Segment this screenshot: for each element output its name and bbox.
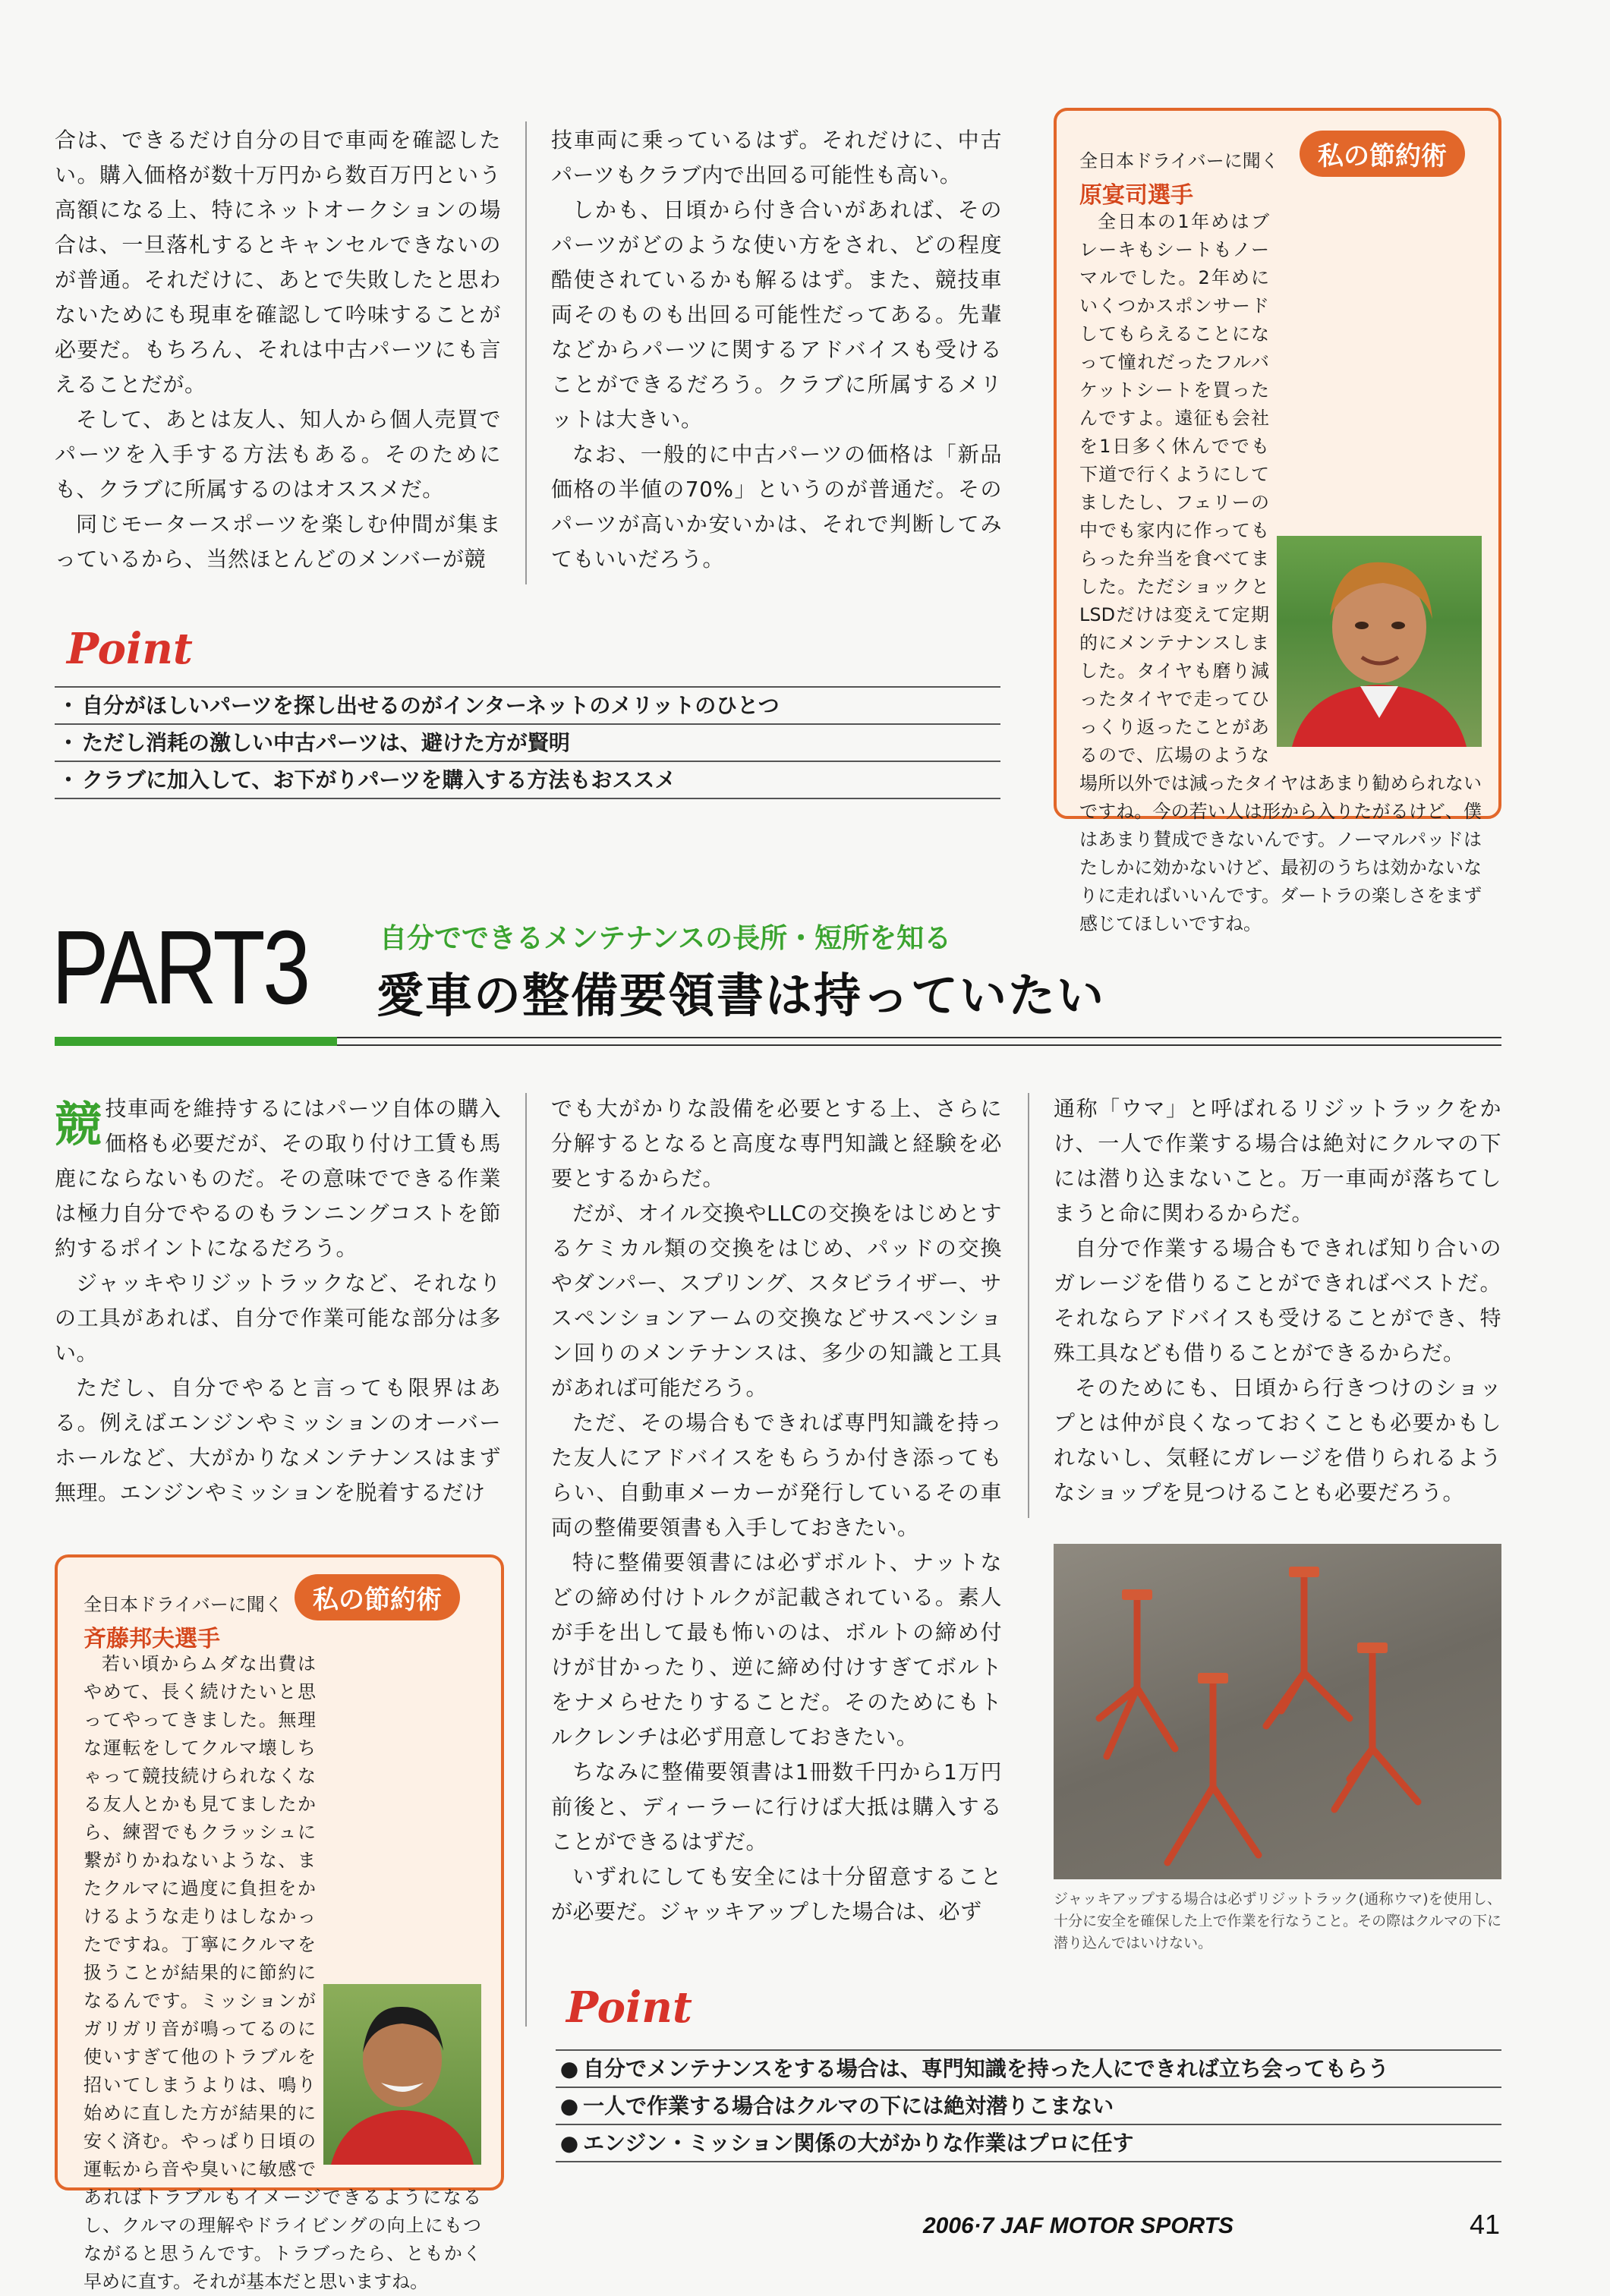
paragraph: 若い頃からムダな出費はやめて、長く続けたいと思ってやってきました。無理な運転をしてクルマ壊しちゃって競技続けられなくなる友人とかも見てましたから、練習でもクラッシュに繋がりかねないような、またクルマに過度に負担をかけるような走りはしなかったですね。丁寧にクルマを扱うことが結果的に節約になるんです。ミッションがガリガリ音が鳴ってるのに使いすぎて他のトラブルを招いてしまうよりは、鳴り始めに直した方が結果的に安く済む。やっぱり日頃の運転から音や臭いに敏感であればトラブルもイメージできるようになるし、クルマの理解やドライビングの向上にもつながると思うんです。トラブったら、ともかく早めに直す。それが基本だと思いますね。: [83, 1653, 481, 2292]
paragraph: 自分で作業する場合もできれば知り合いのガレージを借りることができればベストだ。それならアドバイスも受けることができ、特殊工具なども借りることができるからだ。: [1054, 1236, 1501, 1365]
photo-caption: ジャッキアップする場合は必ずリジットラック(通称ウマ)を使用し、十分に安全を確保した上で作業を行なうこと。その際はクルマの下に潜り込んではいけない。: [1054, 1891, 1501, 1951]
sidebar-saito: [55, 1554, 504, 2292]
paragraph: でも大がかりな設備を必要とする上、さらに分解するとなると高度な専門知識と経験を必要とするからだ。: [551, 1096, 1002, 1191]
point-list: [55, 686, 1000, 799]
paragraph: いずれにしても安全には十分留意することが必要だ。ジャッキアップした場合は、必ず: [551, 1864, 1002, 1924]
point-logo: Point: [566, 1983, 692, 2033]
point-item: [556, 2051, 1501, 2088]
point-text: エンジン・ミッション関係の大がかりな作業はプロに任す: [583, 2131, 1134, 2156]
top-column-2: [551, 123, 1002, 577]
point-text: クラブに加入して、お下がりパーツを購入する方法もおススメ: [82, 767, 676, 792]
driver-photo: [323, 1984, 481, 2165]
point-logo: Point: [67, 624, 193, 674]
body-column-1: [55, 1091, 501, 1510]
sidebar-text: [83, 1650, 481, 2296]
paragraph: 技車両に乗っているはず。それだけに、中古パーツもクラブ内で出回る可能性も高い。: [551, 128, 1002, 187]
column-divider: [525, 121, 527, 584]
paragraph: 特に整備要領書には必ずボルト、ナットなどの締め付けトルクが記載されている。素人が手を出して最も怖いのは、ボルトの締め付けが甘かったり、逆に締め付けすぎてボルトをナメらせたりすることだ。そのためにもトルクレンチは必ず用意しておきたい。: [551, 1550, 1002, 1750]
body-column-3: [1054, 1091, 1501, 1510]
paragraph: ちなみに整備要領書は1冊数千円から1万円前後と、ディーラーに行けば大抵は購入することができるはずだ。: [551, 1759, 1002, 1854]
driver-name: 斉藤邦夫選手: [83, 1626, 220, 1652]
point-item: [55, 688, 1000, 725]
header-rule-green: [55, 1037, 337, 1046]
point-list: [556, 2049, 1501, 2162]
portrait-figure: [1277, 536, 1482, 747]
body-column-2: [551, 1091, 1002, 1929]
paragraph: そのためにも、日頃から行きつけのショップとは仲が良くなっておくことも必要かもしれないし、気軽にガレージを借りられるようなショップを見つけることも必要だろう。: [1054, 1375, 1501, 1505]
driver-name: 原宴司選手: [1079, 182, 1193, 209]
bullet: ●: [559, 2056, 579, 2081]
point-text: 自分がほしいパーツを探し出せるのがインターネットのメリットのひとつ: [82, 693, 780, 718]
part-title: PART3: [52, 909, 308, 1026]
part-subtitle: 自分でできるメンテナンスの長所・短所を知る: [380, 923, 952, 954]
portrait-figure: [323, 1984, 481, 2165]
paragraph: なお、一般的に中古パーツの価格は「新品価格の半値の70%」というのが普通だ。そのパーツが高いか安いかは、それで判断してみてもいいだろう。: [551, 442, 1002, 572]
sidebar-intro: 全日本ドライバーに聞く: [83, 1594, 283, 1615]
sidebar-badge: 私の節約術: [295, 1574, 460, 1620]
drop-cap: 競: [55, 1097, 102, 1152]
paragraph: 同じモータースポーツを楽しむ仲間が集まっているから、当然ほとんどのメンバーが競: [55, 512, 501, 572]
bullet: ・: [57, 730, 79, 755]
bullet: ・: [57, 693, 79, 718]
magazine-footer: 2006·7 JAF MOTOR SPORTS: [923, 2213, 1234, 2238]
jack-stands-photo: [1054, 1544, 1501, 1879]
sidebar-badge: 私の節約術: [1300, 131, 1465, 177]
jack-stands-illustration: [1054, 1544, 1501, 1879]
paragraph: そして、あとは友人、知人から個人売買でパーツを入手する方法もある。そのためにも、クラブに所属するのはオススメだ。: [55, 407, 501, 502]
paragraph: しかも、日頃から付き合いがあれば、そのパーツがどのような使い方をされ、どの程度酷使されているかも解るはず。また、競技車両そのものも出回る可能性だってある。先輩などからパーツに関するアドバイスも受けることができるだろう。クラブに所属するメリットは大きい。: [551, 197, 1002, 432]
paragraph: だが、オイル交換やLLCの交換をはじめとするケミカル類の交換をはじめ、パッドの交換やダンパー、スプリング、スタビライザー、サスペンションアームの交換などサスペンション回りのメンテナンスは、多少の知識と工具があれば可能だろう。: [551, 1201, 1002, 1400]
paragraph: 通称「ウマ」と呼ばれるリジットラックをかけ、一人で作業する場合は絶対にクルマの下には潜り込まないこと。万一車両が落ちてしまうと命に関わるからだ。: [1054, 1096, 1501, 1226]
sidebar-intro: 全日本ドライバーに聞く: [1079, 150, 1279, 172]
paragraph: ジャッキやリジットラックなど、それなりの工具があれば、自分で作業可能な部分は多い。: [55, 1271, 501, 1365]
paragraph: 合は、できるだけ自分の目で車両を確認したい。購入価格が数十万円から数百万円という高額になる上、特にネットオークションの場合は、一旦落札するとキャンセルできないのが普通。それだけに、あとで失敗したと思わないためにも現車を確認して吟味することが必要だ。もちろん、それは中古パーツにも言えることだが。: [55, 128, 501, 397]
paragraph: ただ、その場合もできれば専門知識を持った友人にアドバイスをもらうか付き添ってもらい、自動車メーカーが発行しているその車両の整備要領書も入手しておきたい。: [551, 1410, 1002, 1540]
part-headline: 愛車の整備要領書は持っていたい: [377, 968, 1106, 1023]
sidebar-harada: [1054, 108, 1501, 934]
driver-photo: [1277, 536, 1482, 747]
bullet: ●: [559, 2131, 579, 2156]
page-number: 41: [1470, 2209, 1501, 2240]
point-item: [556, 2125, 1501, 2162]
column-divider: [525, 1093, 527, 2027]
point-item: [556, 2088, 1501, 2125]
column-divider: [1028, 1093, 1029, 1518]
paragraph: 技車両を維持するにはパーツ自体の購入価格も必要だが、その取り付け工賃も馬鹿にならないものだ。その意味でできる作業は極力自分でやるのもランニングコストを節約するポイントになるだろう。: [55, 1096, 501, 1261]
header-rule: [337, 1044, 1501, 1046]
header-rule: [337, 1037, 1501, 1038]
paragraph: ただし、自分でやると言っても限界はある。例えばエンジンやミッションのオーバーホールなど、大がかりなメンテナンスはまず無理。エンジンやミッションを脱着するだけ: [55, 1375, 501, 1505]
point-text: 自分でメンテナンスをする場合は、専門知識を持った人にできれば立ち会ってもらう: [583, 2056, 1389, 2081]
bullet: ●: [559, 2093, 579, 2118]
paragraph: 全日本の1年めはブレーキもシートもノーマルでした。2年めにいくつかスポンサードしてもらえることになって憧れだったフルバケットシートを買ったんですよ。遠征も会社を1日多く休んででも下道で行くようにしてましたし、フェリーの中でも家内に作ってもらった弁当を食べてました。ただショックとLSDだけは変えて定期的にメンテナンスしました。タイヤも磨り減ったタイヤで走ってひっくり返ったことがあるので、広場のような場所以外では減ったタイヤはあまり勧められないですね。今の若い人は形から入りたがるけど、僕はあまり賛成できないんです。ノーマルパッドはたしかに効かないけど、最初のうちは効かないなりに走ればいいんです。ダートラの楽しさをまず感じてほしいですね。: [1079, 211, 1482, 934]
bullet: ・: [57, 767, 79, 792]
top-column-1: [55, 123, 501, 577]
point-text: 一人で作業する場合はクルマの下には絶対潜りこまない: [583, 2093, 1114, 2118]
point-item: [55, 725, 1000, 762]
sidebar-text: [1079, 208, 1482, 938]
point-item: [55, 762, 1000, 799]
point-text: ただし消耗の激しい中古パーツは、避けた方が賢明: [82, 730, 570, 755]
